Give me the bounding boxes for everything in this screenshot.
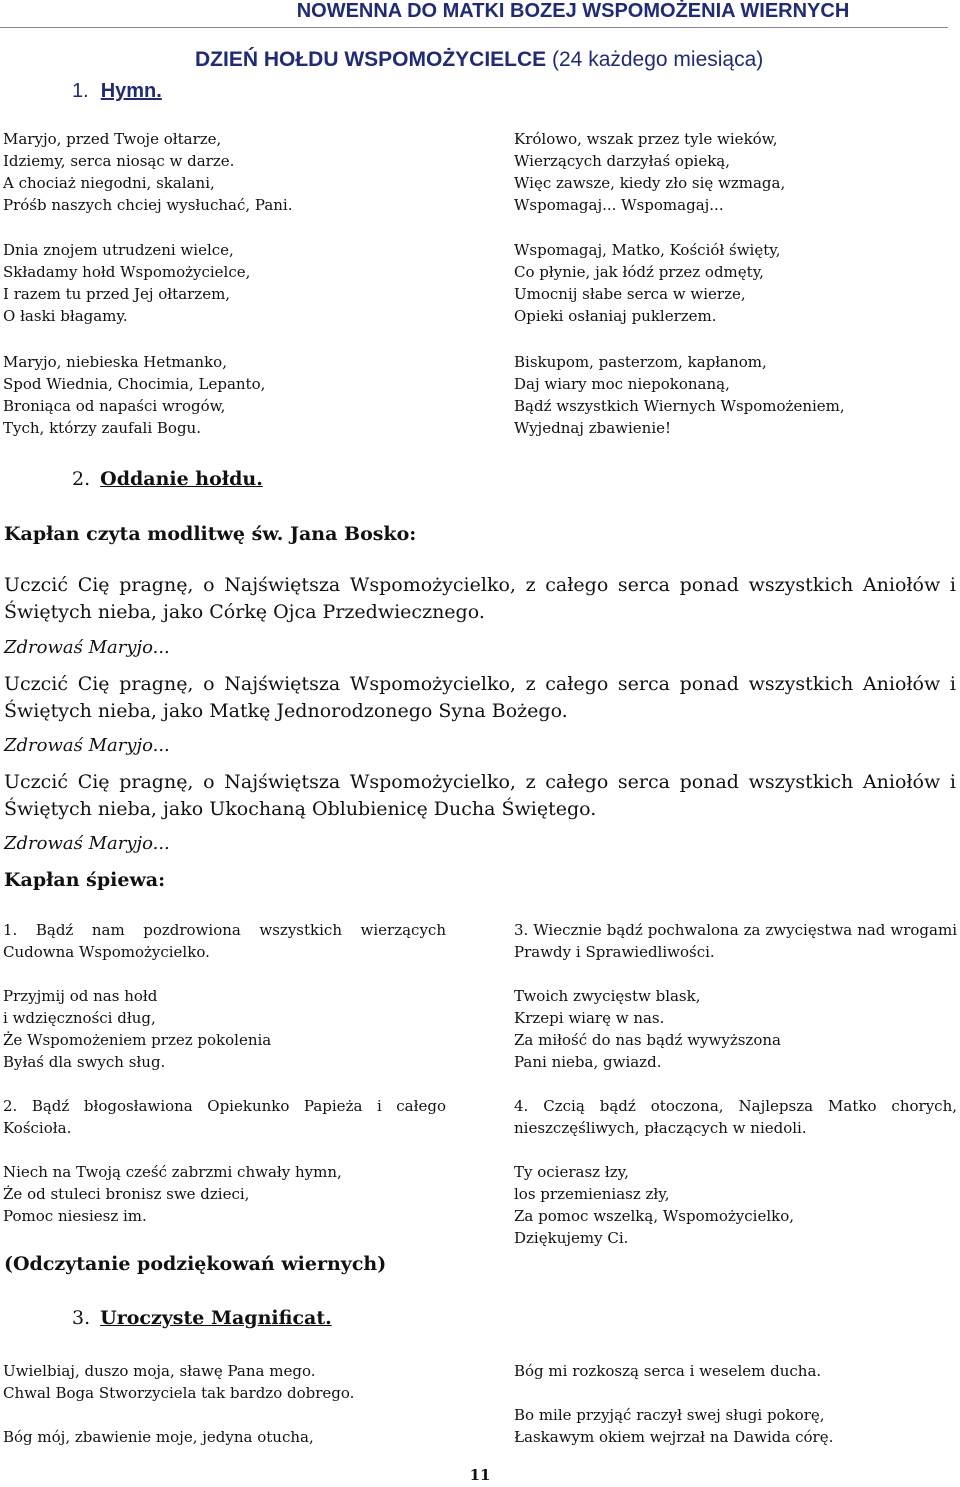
song-verse: 4. Czcią bądź otoczona, Najlepsza Matko chorych, nieszczęśliwych, płaczących w niedoli. — [514, 1097, 957, 1137]
song-verse: 3. Wiecznie bądź pochwalona za zwycięstwa nad wrogami Prawdy i Sprawiedliwości. — [514, 921, 957, 961]
day-subtitle — [195, 48, 763, 72]
song-left-column — [3, 919, 446, 1249]
verse-line: Wspomagaj... Wspomagaj... — [514, 196, 724, 214]
song-right-column — [514, 919, 957, 1271]
thanks-reading: (Odczytanie podziękowań wiernych) — [4, 1253, 387, 1275]
hail-mary-response: Zdrowaś Maryjo... — [4, 735, 170, 756]
hymn-right-stanza-3 — [514, 351, 954, 439]
song-verse: 1. Bądź nam pozdrowiona wszystkich wierzących Cudowna Wspomożycielko. — [3, 921, 446, 961]
hymn-number: 1. — [72, 80, 89, 102]
verse-line: Próśb naszych chciej wysłuchać, Pani. — [3, 196, 293, 214]
hymn-heading — [72, 80, 162, 103]
verse-line: Co płynie, jak łódź przez odmęty, — [514, 263, 764, 281]
running-title: NOWENNA DO MATKI BOZEJ WSPOMOŻENIA WIERNYCH — [0, 0, 948, 28]
hymn-right-stanza-1 — [514, 128, 954, 216]
magnificat-verse: Uwielbiaj, duszo moja, sławę Pana mego. Chwal Boga Stworzyciela tak bardzo dobrego. — [3, 1362, 355, 1402]
verse-line: I razem tu przed Jej ołtarzem, — [3, 285, 231, 303]
verse-line: Dnia znojem utrudzeni wielce, — [3, 241, 234, 259]
verse-line: Składamy hołd Wspomożycielce, — [3, 263, 251, 281]
prayer-1: Uczcić Cię pragnę, o Najświętsza Wspomożycielko, z całego serca ponad wszystkich Aniołów i Świętych nieba, jako Córkę Ojca Przedwiecznego. — [4, 574, 956, 623]
verse-line: Opieki osłaniaj puklerzem. — [514, 307, 717, 325]
verse-line: Idziemy, serca niosąc w darze. — [3, 152, 235, 170]
verse-line: Umocnij słabe serca w wierze, — [514, 285, 746, 303]
verse-line: Daj wiary moc niepokonaną, — [514, 375, 730, 393]
magnificat-heading — [72, 1307, 332, 1329]
subtitle-bold: DZIEŃ HOŁDU WSPOMOŻYCIELCE — [195, 48, 547, 71]
priest-reads-label: Kapłan czyta modlitwę św. Jana Bosko: — [4, 523, 417, 545]
prayer-3: Uczcić Cię pragnę, o Najświętsza Wspomożycielko, z całego serca ponad wszystkich Aniołów i Świętych nieba, jako Ukochaną Oblubienicę Ducha Świętego. — [4, 771, 956, 820]
homage-number: 2. — [72, 468, 91, 490]
hail-mary-response: Zdrowaś Maryjo... — [4, 833, 170, 854]
verse-line: Maryjo, niebieska Hetmanko, — [3, 353, 227, 371]
song-refrain: Niech na Twoją cześć zabrzmi chwały hymn, Że od stuleci bronisz swe dzieci, Pomoc niesiesz im. — [3, 1163, 342, 1225]
verse-line: Wierzących darzyłaś opieką, — [514, 152, 731, 170]
magnificat-verse: Bóg mój, zbawienie moje, jedyna otucha, — [3, 1428, 314, 1446]
magnificat-left-column — [3, 1360, 473, 1470]
verse-line: Wyjednaj zbawienie! — [514, 419, 672, 437]
hymn-left-stanza-2 — [3, 239, 473, 327]
magnificat-verse: Bo mile przyjąć raczył swej sługi pokorę, Łaskawym okiem wejrzał na Dawida córę. — [514, 1406, 834, 1446]
homage-title: Oddanie hołdu. — [100, 468, 263, 490]
hail-mary-response: Zdrowaś Maryjo... — [4, 637, 170, 658]
verse-line: Bądź wszystkich Wiernych Wspomożeniem, — [514, 397, 845, 415]
song-verse: 2. Bądź błogosławiona Opiekunko Papieża i całego Kościoła. — [3, 1097, 446, 1137]
verse-line: Tych, którzy zaufali Bogu. — [3, 419, 201, 437]
magnificat-title: Uroczyste Magnificat. — [100, 1307, 332, 1329]
subtitle-rest: (24 każdego miesiąca) — [546, 48, 764, 71]
page-number: 11 — [469, 1466, 491, 1484]
magnificat-right-column — [514, 1360, 954, 1470]
prayer-2: Uczcić Cię pragnę, o Najświętsza Wspomożycielko, z całego serca ponad wszystkich Aniołów i Świętych nieba, jako Matkę Jednorodzonego Syna Bożego. — [4, 673, 956, 722]
verse-line: Królowo, wszak przez tyle wieków, — [514, 130, 778, 148]
verse-line: Wspomagaj, Matko, Kościół święty, — [514, 241, 781, 259]
priest-sings-label: Kapłan śpiewa: — [4, 869, 166, 891]
song-refrain: Twoich zwycięstw blask, Krzepi wiarę w nas. Za miłość do nas bądź wywyższona Pani nieba, gwiazd. — [514, 987, 781, 1071]
song-refrain: Przyjmij od nas hołd i wdzięczności dług, Że Wspomożeniem przez pokolenia Byłaś dla swych sług. — [3, 987, 272, 1071]
hymn-title: Hymn. — [100, 80, 162, 102]
verse-line: Maryjo, przed Twoje ołtarze, — [3, 130, 222, 148]
magnificat-verse: Bóg mi rozkoszą serca i weselem ducha. — [514, 1362, 822, 1380]
hymn-left-column — [3, 128, 473, 216]
hymn-right-stanza-2 — [514, 239, 954, 327]
verse-line: Spod Wiednia, Chocimia, Lepanto, — [3, 375, 266, 393]
verse-line: Więc zawsze, kiedy zło się wzmaga, — [514, 174, 786, 192]
magnificat-number: 3. — [72, 1307, 91, 1329]
song-refrain: Ty ocierasz łzy, los przemieniasz zły, Za pomoc wszelką, Wspomożycielko, Dziękujemy Ci. — [514, 1163, 795, 1247]
hymn-left-stanza-3 — [3, 351, 473, 439]
verse-line: Biskupom, pasterzom, kapłanom, — [514, 353, 767, 371]
homage-heading — [72, 468, 263, 490]
verse-line: O łaski błagamy. — [3, 307, 128, 325]
verse-line: Broniąca od napaści wrogów, — [3, 397, 226, 415]
verse-line: A chociaż niegodni, skalani, — [3, 174, 215, 192]
